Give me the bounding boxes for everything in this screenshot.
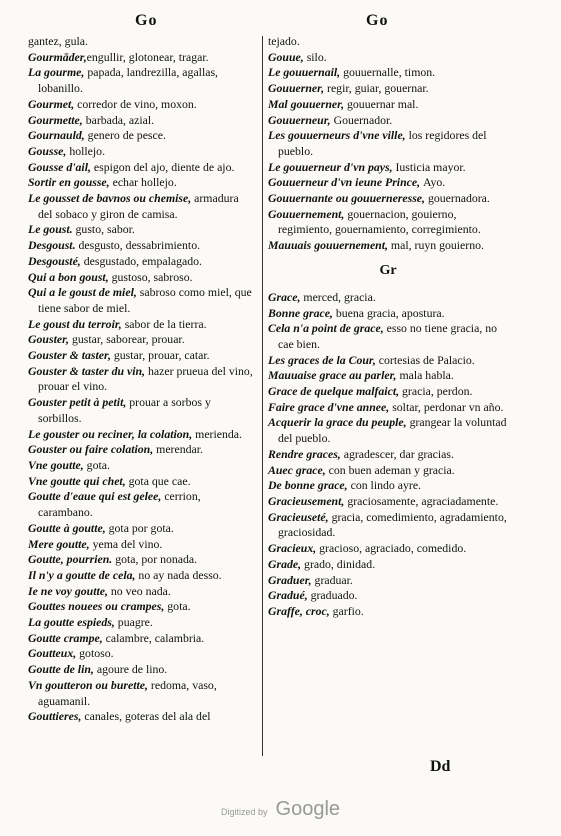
dictionary-entry [28, 631, 254, 647]
dictionary-entry [268, 34, 508, 50]
dictionary-entry [28, 709, 254, 725]
dictionary-entry [268, 384, 508, 400]
dictionary-entry [268, 353, 508, 369]
entry-translation: yema del vino. [92, 536, 163, 551]
dictionary-entry [28, 662, 254, 678]
running-head-right: Go [366, 12, 389, 29]
dictionary-entry [28, 97, 254, 113]
section-heading-gr: Gr [379, 262, 397, 278]
entry-translation: Ayo. [423, 175, 446, 190]
entry-translation: con lindo ayre. [350, 478, 422, 493]
entry-headword: Faire grace d'vne annee, [268, 399, 390, 414]
entry-translation: garfio. [332, 603, 364, 618]
entry-translation: gustar, prouar, catar. [113, 348, 210, 363]
entry-headword: Gouue, [268, 49, 304, 64]
entry-translation: buena gracia, apostura. [335, 305, 445, 320]
entry-headword: Desgoust. [28, 238, 76, 253]
entry-headword: Bonne grace, [268, 305, 333, 320]
entry-headword: Gouuerneur d'vn ieune Prince, [268, 175, 421, 190]
entry-headword: Gouttieres, [28, 709, 82, 724]
entry-translation: gouuernar mal. [347, 96, 419, 111]
entry-headword: La gourme, [28, 65, 85, 80]
entry-headword: Gourmet, [28, 96, 75, 111]
entry-headword: Gracieusement, [268, 493, 345, 508]
entry-translation: no ay nada desso. [138, 567, 222, 582]
dictionary-entry [28, 364, 254, 395]
entry-headword: Goutte, pourrien. [28, 552, 113, 567]
entry-headword: Gournauld, [28, 128, 85, 143]
entry-translation: gouuernalle, timon. [343, 65, 436, 80]
dictionary-entry [28, 175, 254, 191]
dictionary-entry [28, 222, 254, 238]
entry-headword: Gouster & taster, [28, 348, 111, 363]
entry-translation: echar hollejo. [112, 175, 177, 190]
entry-headword: Le goust du terroir, [28, 316, 122, 331]
entry-translation: los regidores del pueblo. [278, 128, 487, 158]
entry-headword: Goutteux, [28, 646, 77, 661]
entry-translation: gustar, saborear, prouar. [71, 332, 185, 347]
dictionary-entry [268, 415, 508, 446]
dictionary-entry [28, 599, 254, 615]
entry-translation: canales, goteras del ala del [84, 709, 211, 724]
entry-headword: Goutte d'eaue qui est gelee, [28, 489, 162, 504]
dictionary-entry [268, 160, 508, 176]
digitized-watermark [0, 798, 561, 821]
entry-translation: gusto, sabor. [75, 222, 135, 237]
dictionary-entry [28, 270, 254, 286]
entry-translation: cerrion, carambano. [38, 489, 201, 520]
entry-translation: corredor de vino, moxon. [77, 96, 197, 111]
entry-headword: Grace, [268, 289, 301, 304]
entry-headword: Gousse, [28, 143, 67, 158]
entry-translation: tejado. [268, 34, 300, 48]
dictionary-entry [268, 65, 508, 81]
dictionary-entry [28, 584, 254, 600]
entry-headword: Les gouuerneurs d'vne ville, [268, 128, 406, 143]
entry-translation: Gouernador. [333, 112, 393, 127]
entry-headword: Sortir en gousse, [28, 175, 110, 190]
dictionary-entry [268, 400, 508, 416]
entry-headword: Gourmāder, [28, 49, 87, 64]
entry-headword: Qui a bon goust, [28, 269, 109, 284]
entry-headword: Goutte de lin, [28, 662, 94, 677]
entry-headword: Les graces de la Cour, [268, 352, 376, 367]
entry-headword: Mauuais gouuernement, [268, 238, 388, 253]
entry-headword: La goutte espieds, [28, 615, 115, 630]
dictionary-entry [28, 615, 254, 631]
dictionary-entry [28, 395, 254, 426]
entry-translation: graciosamente, agraciadamente. [347, 493, 499, 508]
dictionary-entry [268, 510, 508, 541]
entry-translation: desgustado, empalagado. [83, 253, 202, 268]
entry-headword: Le gouuernail, [268, 65, 341, 80]
entry-translation: hollejo. [69, 143, 106, 158]
dictionary-entry [268, 478, 508, 494]
dictionary-entry [28, 458, 254, 474]
entry-translation: sabor de la tierra. [124, 316, 207, 331]
dictionary-entry [28, 537, 254, 553]
entry-headword: Vn goutteron ou burette, [28, 677, 148, 692]
entry-translation: no veo nada. [110, 583, 171, 598]
dictionary-entry [28, 191, 254, 222]
entry-headword: Le gousset de bavnos ou chemise, [28, 191, 192, 206]
entry-headword: Il n'y a goutte de cela, [28, 567, 136, 582]
dictionary-entry [28, 521, 254, 537]
entry-headword: Le gouuerneur d'vn pays, [268, 159, 393, 174]
dictionary-entry [28, 332, 254, 348]
dictionary-entry [268, 81, 508, 97]
right-entries-go [268, 34, 508, 254]
entry-translation: gustoso, sabroso. [111, 269, 193, 284]
entry-headword: Gouuernante ou gouuerneresse, [268, 191, 425, 206]
dictionary-entry [268, 463, 508, 479]
entry-translation: agoure de lino. [96, 662, 168, 677]
dictionary-entry [28, 568, 254, 584]
entry-headword: Gouster ou faire colation, [28, 442, 154, 457]
left-column [28, 34, 254, 725]
dictionary-entry [28, 254, 254, 270]
dictionary-entry [268, 238, 508, 254]
dictionary-entry [28, 285, 254, 316]
dictionary-entry [28, 65, 254, 96]
entry-headword: Grace de quelque malfaict, [268, 384, 400, 399]
dictionary-entry [28, 160, 254, 176]
entry-translation: genero de pesce. [87, 128, 166, 143]
entry-translation: esso no tiene gracia, no cae bien. [278, 321, 498, 351]
right-entries-gr [268, 290, 508, 620]
catchword: Dd [430, 758, 451, 775]
dictionary-entry [268, 321, 508, 352]
entry-translation: con buen ademan y gracia. [328, 462, 455, 477]
dictionary-entry [28, 317, 254, 333]
watermark-logo-text: Google [275, 798, 341, 820]
entry-translation: sabroso como miel, que tiene sabor de miel. [38, 285, 252, 315]
entry-translation: gota. [167, 599, 191, 614]
entry-translation: gracioso, agraciado, comedido. [319, 541, 467, 556]
dictionary-entry [268, 175, 508, 191]
entry-headword: Gouuernement, [268, 206, 345, 221]
dictionary-entry [28, 442, 254, 458]
entry-headword: Qui a le goust de miel, [28, 285, 137, 300]
entry-headword: Gouster & taster du vin, [28, 363, 146, 378]
dictionary-entry [268, 588, 508, 604]
dictionary-entry [28, 678, 254, 709]
entry-translation: gracia, comedimiento, agradamiento, graciosidad. [278, 509, 507, 540]
entry-translation: calambre, calambria. [105, 630, 205, 645]
entry-headword: Mere goutte, [28, 536, 90, 551]
entry-translation: redoma, vaso, aguamanil. [38, 677, 217, 708]
dictionary-entry [268, 494, 508, 510]
entry-translation: hazer prueua del vino, prouar el vino. [38, 363, 253, 394]
entry-headword: Grade, [268, 556, 302, 571]
entry-translation: mal, ruyn gouierno. [390, 238, 484, 253]
entry-translation: silo. [306, 49, 327, 64]
entry-translation: gantez, gula. [28, 34, 88, 48]
entry-translation: engullir, glotonear, tragar. [86, 49, 209, 64]
entry-translation: grangear la voluntad del pueblo. [278, 415, 507, 446]
entry-translation: desgusto, dessabrimiento. [78, 238, 201, 253]
dictionary-entry [28, 348, 254, 364]
entry-translation: soltar, perdonar vn año. [392, 399, 504, 414]
entry-headword: Ie ne voy goutte, [28, 583, 108, 598]
entry-headword: Vne goutte, [28, 457, 84, 472]
entry-headword: Graduer, [268, 572, 312, 587]
entry-translation: regir, guiar, gouernar. [327, 81, 429, 96]
column-divider [262, 36, 263, 756]
entry-headword: Gradué, [268, 588, 308, 603]
entry-translation: puagre. [117, 615, 153, 630]
entry-headword: Gouster petit à petit, [28, 395, 127, 410]
dictionary-entry [28, 50, 254, 66]
dictionary-entry [268, 207, 508, 238]
dictionary-entry [28, 34, 254, 50]
dictionary-entry [28, 427, 254, 443]
dictionary-entry [28, 238, 254, 254]
entry-translation: barbada, azial. [85, 112, 155, 127]
entry-translation: merienda. [195, 426, 242, 441]
entry-headword: Mauuaise grace au parler, [268, 368, 397, 383]
entry-headword: Desgousté, [28, 253, 81, 268]
entry-headword: Gouster, [28, 332, 69, 347]
entry-translation: gota que cae. [128, 473, 191, 488]
dictionary-entry [28, 144, 254, 160]
entry-translation: prouar a sorbos y sorbillos. [38, 395, 211, 425]
entry-headword: Mal gouuerner, [268, 96, 345, 111]
entry-headword: Gousse d'ail, [28, 159, 91, 174]
entry-headword: De bonne grace, [268, 478, 348, 493]
dictionary-entry [268, 541, 508, 557]
entry-headword: Goutte à goutte, [28, 520, 106, 535]
entry-headword: Goutte crampe, [28, 630, 103, 645]
entry-translation: armadura del sobaco y giron de camisa. [38, 191, 239, 221]
entry-headword: Gracieux, [268, 541, 317, 556]
dictionary-entry [268, 128, 508, 159]
entry-translation: gota por gota. [108, 520, 174, 535]
watermark-small-text: Digitized by [220, 807, 268, 817]
dictionary-entry [28, 489, 254, 520]
dictionary-entry [28, 128, 254, 144]
dictionary-entry [268, 368, 508, 384]
right-column [268, 34, 508, 620]
entry-headword: Gracieuseté, [268, 509, 329, 524]
entry-headword: Rendre graces, [268, 446, 341, 461]
dictionary-entry [268, 113, 508, 129]
dictionary-entry [268, 290, 508, 306]
entry-translation: espigon del ajo, diente de ajo. [93, 159, 235, 174]
entry-translation: gota. [86, 457, 110, 472]
entry-translation: papada, landrezilla, agallas, lobanillo. [38, 65, 219, 96]
dictionary-entry [268, 604, 508, 620]
running-head-left: Go [135, 12, 158, 29]
entry-translation: graduado. [310, 588, 358, 603]
dictionary-entry [268, 573, 508, 589]
entry-translation: graduar. [314, 572, 353, 587]
entry-translation: cortesias de Palacio. [378, 352, 475, 367]
entry-translation: gota, por nonada. [115, 552, 198, 567]
entry-translation: gotoso. [79, 646, 114, 661]
entry-headword: Gouttes nouees ou crampes, [28, 599, 165, 614]
entry-headword: Gourmette, [28, 112, 83, 127]
entry-translation: agradescer, dar gracias. [343, 446, 454, 461]
dictionary-entry [268, 306, 508, 322]
dictionary-entry [28, 474, 254, 490]
entry-translation: grado, dinidad. [304, 556, 376, 571]
entry-translation: merendar. [156, 442, 203, 457]
entry-translation: gouernadora. [427, 191, 490, 206]
entry-translation: gouernacion, gouierno, regimiento, gouernamiento, corregimiento. [278, 206, 481, 237]
entry-translation: merced, gracia. [303, 289, 376, 304]
entry-headword: Vne goutte qui chet, [28, 473, 126, 488]
dictionary-entry [268, 447, 508, 463]
dictionary-entry [268, 191, 508, 207]
entry-translation: mala habla. [399, 368, 454, 383]
entry-headword: Acquerir la grace du peuple, [268, 415, 407, 430]
entry-headword: Cela n'a point de grace, [268, 321, 384, 336]
entry-headword: Gouuerneur, [268, 112, 331, 127]
entry-translation: gracia, perdon. [402, 384, 473, 399]
dictionary-entry [28, 113, 254, 129]
entry-headword: Le goust. [28, 222, 73, 237]
entry-headword: Gouuerner, [268, 81, 325, 96]
dictionary-entry [268, 50, 508, 66]
entry-translation: Iusticia mayor. [395, 159, 466, 174]
dictionary-entry [28, 552, 254, 568]
entry-headword: Graffe, croc, [268, 603, 330, 618]
dictionary-entry [268, 557, 508, 573]
dictionary-entry [268, 97, 508, 113]
dictionary-entry [28, 646, 254, 662]
entry-headword: Auec grace, [268, 462, 326, 477]
entry-headword: Le gouster ou reciner, la colation, [28, 426, 193, 441]
